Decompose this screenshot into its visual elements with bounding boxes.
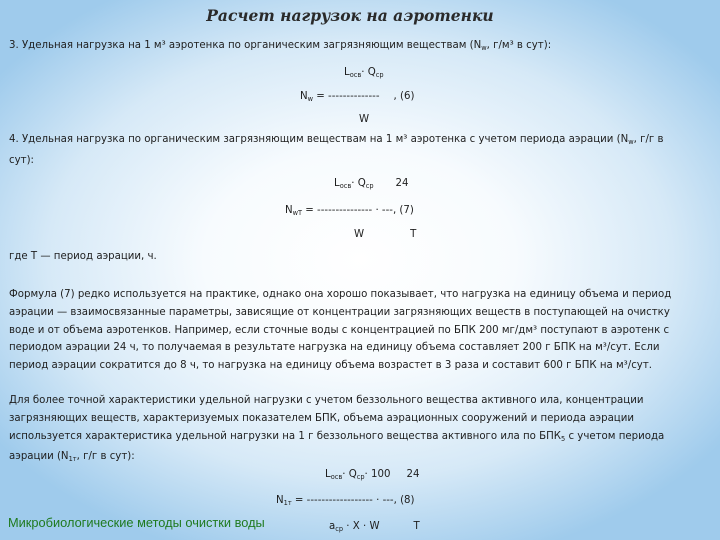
formula-6-denominator: W xyxy=(359,114,370,125)
paragraph-formula-7-explanation: Формула (7) редко используется на практике, однако она хорошо показывает, что нагрузка на единицу объема и период аэрации — взаимосвязанные параметры, зависящие от концентрации загрязняющих веществ в поступающей на очистку воде и от объема аэротенков. Например, если сточные воды с концентрацией по БПК 200 мг/дм³ поступают в аэротенк с периодом аэрации 24 ч, то получаемая в результате нагрузка на единицу объема составляет 200 г БПК на м³/сут. Если период аэрации сократится до 8 ч, то нагрузка на единицу объема возрастет в 3 раза и составит 600 г БПК на м³/сут. xyxy=(9,289,672,372)
footer-course-title: Микробиологические методы очистки воды xyxy=(8,515,265,530)
formula-8-numerator: $L_{осв}\cdot Q_{ср}\cdot 100$ 24 xyxy=(325,469,420,481)
formula-7-numerator: $L_{осв}\cdot Q_{ср}$ 24 xyxy=(334,178,409,190)
formula-8-denominator: $a_{ср} \cdot X \cdot W$ T xyxy=(329,521,420,533)
paragraph-3: 3. Удельная нагрузка на 1 м³ аэротенка по органическим загрязняющим веществам ($N_w$, г/м³ в сут): xyxy=(9,40,552,52)
formula-8-line: $N_{1т}$ = ------------------ · ---, (8) xyxy=(276,495,415,507)
formula-7-denominator: W T xyxy=(354,229,417,240)
page-title: Расчет нагрузок на аэротенки xyxy=(206,6,494,25)
formula-6-numerator: $L_{осв}\cdot Q_{ср}$ xyxy=(344,67,384,79)
paragraph-4: 4. Удельная нагрузка по органическим загрязняющим веществам на 1 м³ аэротенка с учетом периода аэрации ($N_w$, г/г в сут): xyxy=(9,134,664,166)
formula-7-line: $N_{wT}$ = --------------- · ---, (7) xyxy=(285,205,414,217)
paragraph-5: Для более точной характеристики удельной нагрузки с учетом беззольного вещества активного ила, концентрации загрязняющих веществ, характеризуемых показателем БПК, объема аэрационных сооружений и периода аэрации используется характеристика удельной нагрузки на 1 г беззольного вещества активного ила по $БПК_5$ с учетом периода аэрации ($N_{1т}$, г/г в сут): xyxy=(9,395,665,464)
formula-6-line: $N_w$ = -------------- , (6) xyxy=(300,91,415,103)
paragraph-period-note: где Т — период аэрации, ч. xyxy=(9,251,157,262)
